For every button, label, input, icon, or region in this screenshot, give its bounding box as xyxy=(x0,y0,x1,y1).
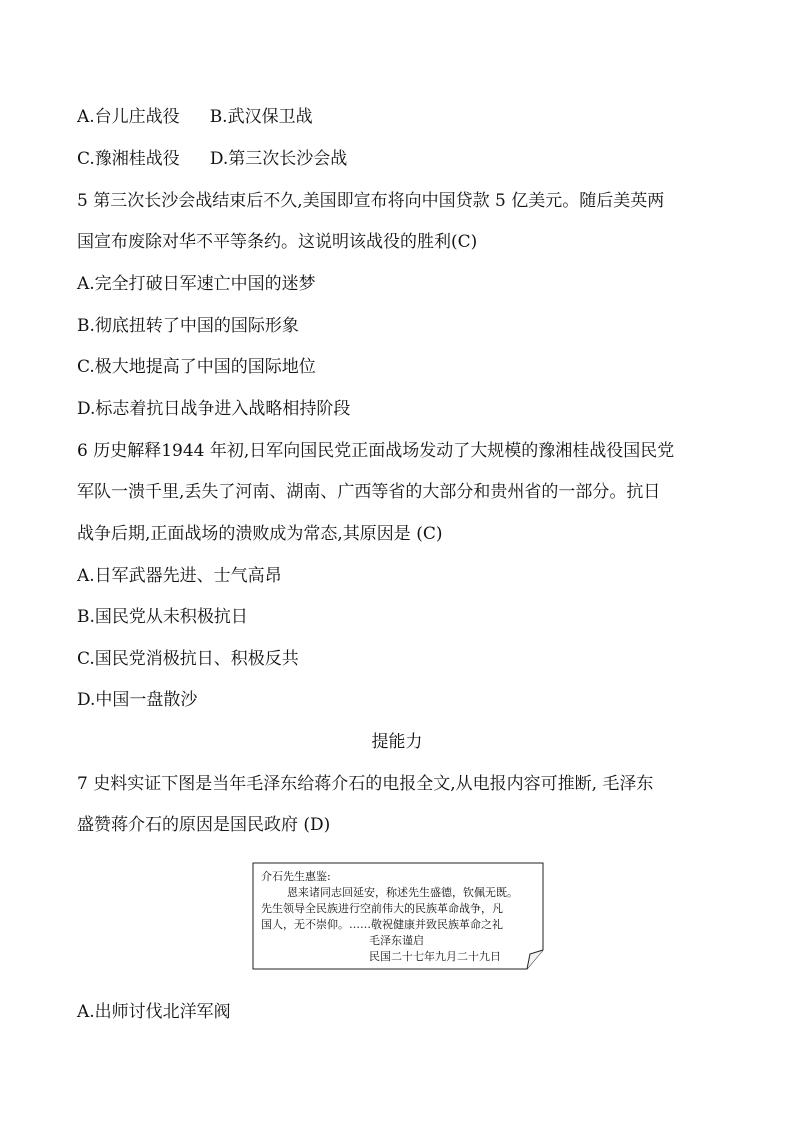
q4-option-c: C.豫湘桂战役 xyxy=(77,149,180,169)
q7-option-a: A.出师讨伐北洋军阀 xyxy=(77,1002,231,1022)
q5-option-a: A.完全打破日军速亡中国的迷梦 xyxy=(77,274,316,294)
telegram-date: 民国二十七年九月二十九日 xyxy=(369,950,501,963)
q5-option-b: B.彻底扭转了中国的国际形象 xyxy=(77,316,299,336)
q6-stem-line-1: 6 历史解释1944 年初,日军向国民党正面战场发动了大规模的豫湘桂战役国民党 xyxy=(77,441,675,461)
q4-option-d: D.第三次长沙会战 xyxy=(209,149,348,169)
telegram-body-line-1: 恩来诸同志回延安，称述先生盛德，钦佩无既。 xyxy=(287,886,518,899)
q5-option-d: D.标志着抗日战争进入战略相持阶段 xyxy=(77,399,351,419)
q5-stem-line-2: 国宣布废除对华不平等条约。这说明该战役的胜利(C) xyxy=(77,232,478,252)
telegram-figure xyxy=(252,862,544,970)
q7-stem-line-2: 盛赞蒋介石的原因是国民政府 (D) xyxy=(77,815,331,835)
section-heading: 提能力 xyxy=(371,732,423,752)
q6-option-a: A.日军武器先进、士气高昂 xyxy=(77,566,282,586)
q5-stem-line-1: 5 第三次长沙会战结束后不久,美国即宣布将向中国贷款 5 亿美元。随后美英两 xyxy=(77,191,665,211)
telegram-body-line-2: 先生领导全民族进行空前伟大的民族革命战争，凡 xyxy=(261,902,503,915)
q6-option-b: B.国民党从未积极抗日 xyxy=(77,607,248,627)
q6-stem-line-3: 战争后期,正面战场的溃败成为常态,其原因是 (C) xyxy=(77,524,443,544)
q4-option-a: A.台儿庄战役 xyxy=(77,107,180,127)
q7-stem-line-1: 7 史料实证下图是当年毛泽东给蒋介石的电报全文,从电报内容可推断, 毛泽东 xyxy=(77,774,654,794)
q6-stem-line-2: 军队一溃千里,丢失了河南、湖南、广西等省的大部分和贵州省的一部分。抗日 xyxy=(77,482,661,502)
q5-option-c: C.极大地提高了中国的国际地位 xyxy=(77,357,316,377)
q4-options-row-1 xyxy=(77,107,313,127)
telegram-body-line-3: 国人，无不崇仰。……敬祝健康并致民族革命之礼 xyxy=(261,918,503,931)
q6-option-d: D.中国一盘散沙 xyxy=(77,690,198,710)
telegram-salutation: 介石先生惠鉴: xyxy=(261,870,331,883)
q6-option-c: C.国民党消极抗日、积极反共 xyxy=(77,649,299,669)
q4-options-row-2 xyxy=(77,149,347,169)
telegram-signature: 毛泽东谨启 xyxy=(369,934,424,947)
q4-option-b: B.武汉保卫战 xyxy=(209,107,313,127)
